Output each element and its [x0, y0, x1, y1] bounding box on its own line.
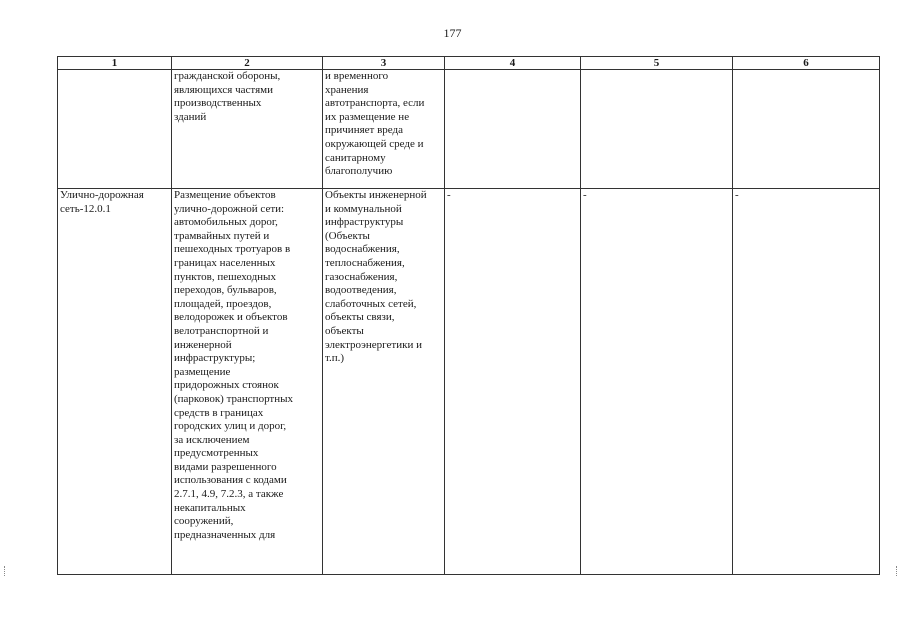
table-cell: -: [733, 189, 880, 575]
header-cell-1: 1: [58, 57, 172, 70]
header-cell-3: 3: [323, 57, 445, 70]
header-cell-6: 6: [733, 57, 880, 70]
table-cell: Улично-дорожная сеть-12.0.1: [58, 189, 172, 575]
regulations-table: [57, 56, 880, 575]
header-cell-2: 2: [172, 57, 323, 70]
table-cell: [733, 70, 880, 189]
header-cell-4: 4: [445, 57, 581, 70]
table-cell: и временного хранения автотранспорта, если их размещение не причиняет вреда окружающей среде и санитарному благополучию: [323, 70, 445, 189]
table-row: [58, 189, 880, 575]
header-row: [58, 57, 880, 70]
page-number: 177: [443, 26, 462, 40]
header-cell-5: 5: [581, 57, 733, 70]
table-cell: [445, 70, 581, 189]
table-row: [58, 70, 880, 189]
table-cell: Объекты инженерной и коммунальной инфраструктуры (Объекты водоснабжения, теплоснабжения, газоснабжения, водоотведения, слаботочных сетей, объекты связи, объекты электроэнергетики и т.п.): [323, 189, 445, 575]
scan-edge-mark-right: [896, 566, 899, 576]
table-cell: [58, 70, 172, 189]
table-cell: Размещение объектов улично-дорожной сети: автомобильных дорог, трамвайных путей и пешеходных тротуаров в границах населенных пунктов, пешеходных переходов, бульваров, площадей, проездов, велодорожек и объектов велотранспортной и инженерной инфраструктуры; размещение придорожных стоянок (парковок) транспортных средств в границах городских улиц и дорог, за исключением предусмотренных видами разрешенного использования с кодами 2.7.1, 4.9, 7.2.3, а также некапитальных сооружений, предназначенных для: [172, 189, 323, 575]
table-cell: гражданской обороны, являющихся частями производственных зданий: [172, 70, 323, 189]
table-cell: -: [445, 189, 581, 575]
scan-edge-mark-left: [4, 566, 7, 576]
table-cell: [581, 70, 733, 189]
table-cell: -: [581, 189, 733, 575]
